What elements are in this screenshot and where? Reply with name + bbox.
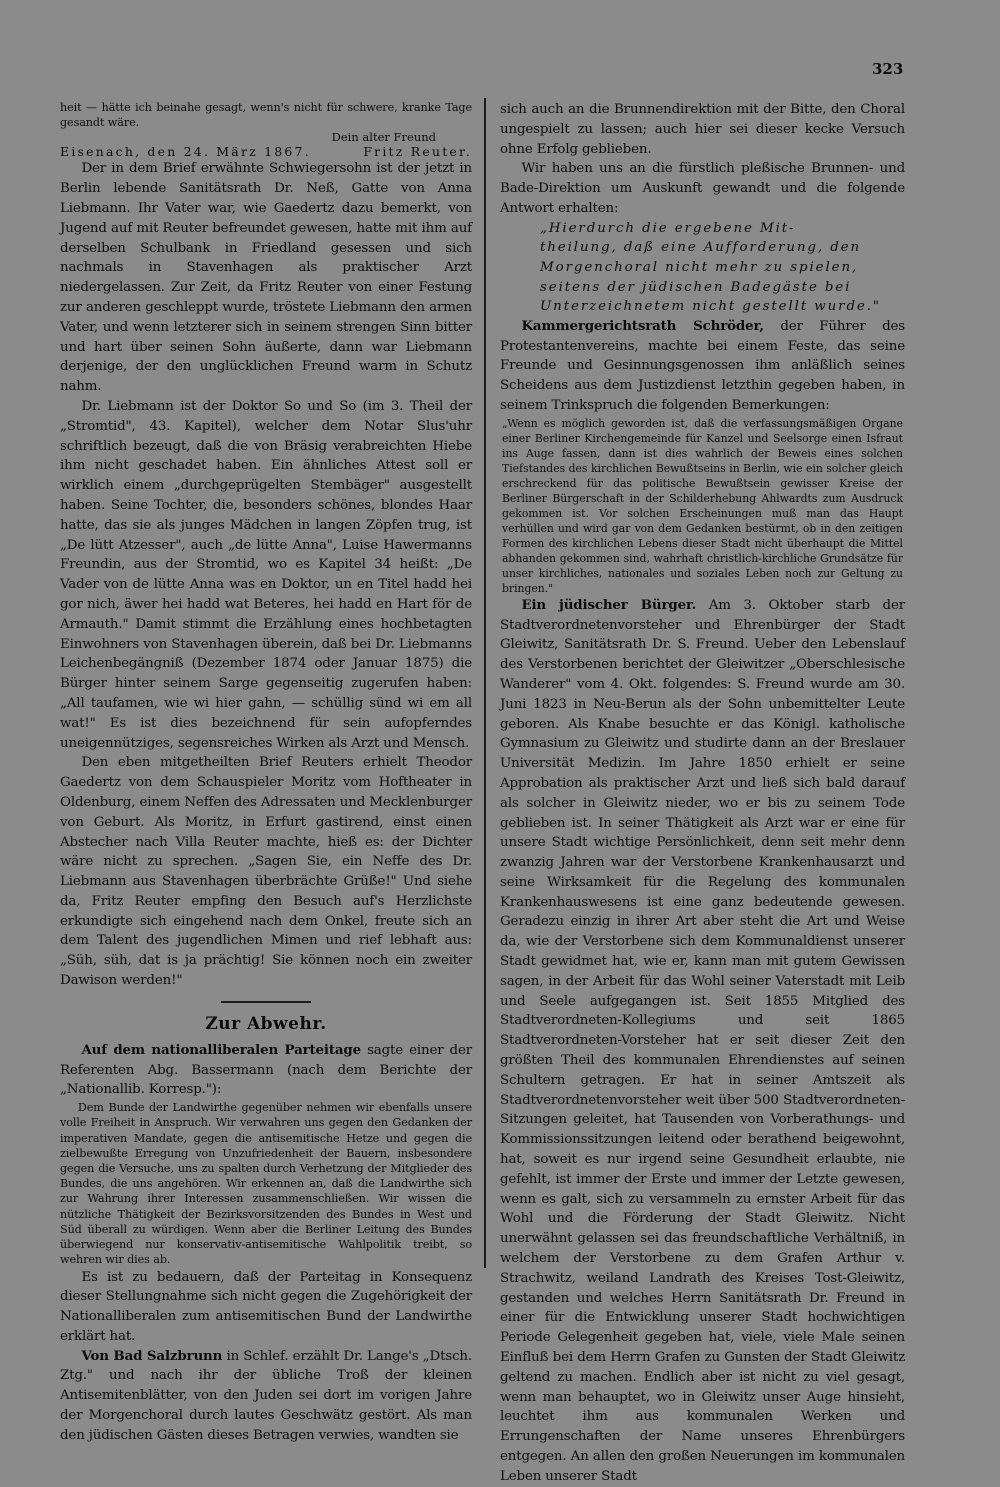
heading-juedischer-buerger: Ein jüdischer Bürger. [521,596,697,613]
letter-closing: Dein alter Freund [331,130,436,145]
right-column [500,100,905,1487]
quote-line: Morgenchoral nicht mehr zu spielen, [540,259,859,275]
paragraph-brunnendirektion: sich auch an die Brunnendirektion mit der Bitte, den Choral ungespielt zu lassen; auch hier sei dieser kecke Versuch ohne Erfolg geblieben. [500,102,905,157]
quote-bassermann: Dem Bunde der Landwirthe gegenüber nehmen wir ebenfalls unsere volle Freiheit in Anspruch. Wir verwahren uns gegen den Gedanken der imperativen Mandate, gegen die antisemitische Hetze und gegen die zielbewußte Erregung von Unzufriedenheit der Bauern, insbesondere gegen die Versuche, uns zu spalten durch Verhetzung der Mitglieder des Bundes, die uns angehören. Wir erkennen an, daß die Landwirthe sich zur Wahrung ihrer Interessen zusammenschließen. Wir wissen die nützliche Thätigkeit der Bezirksvorsitzenden des Bundes in West und Süd überall zu würdigen. Wenn aber die Berliner Leitung des Bundes überwiegend nur konservativ-antisemitische Wahlpolitik treibt, so wehren wir dies ab. [60,1101,472,1267]
quote-badedirektion [500,219,905,317]
quote-line: seitens der jüdischen Badegäste bei [540,279,852,295]
heading-kammergerichtsrath: Kammergerichtsrath Schröder, [521,317,764,334]
paragraph-salzbrunn [60,1347,472,1446]
kammergerichtsrath-text: der Führer des Protestantenvereins, machte bei einem Feste, das seine Freunde und Gesinnungsgenossen ihm anläßlich seines Scheidens aus dem Justizdienst letzthin gegeben haben, in seinem Trinkspruch die folgenden Bemerkungen: [500,318,906,413]
column-divider [484,98,486,1268]
section-separator [221,1001,311,1003]
parteitag-intro: sagte einer der Referenten Abg. Bassermann (nach dem Berichte der „Nationallib. Korresp."): [60,1042,472,1098]
letter-signature-row [60,144,472,159]
letter-date-place: Eisenach, den 24. März 1867. [60,144,311,160]
paragraph-bedauern: Es ist zu bedauern, daß der Parteitag in Konsequenz dieser Stellungnahme sich nicht gegen die Zugehörigkeit der Nationalliberalen zum antisemitischen Bund der Landwirthe erklärt hat. [60,1269,472,1344]
paragraph-parteitag [60,1041,472,1100]
left-column [60,100,472,1446]
quote-schroeder: „Wenn es möglich geworden ist, daß die verfassungsmäßigen Organe einer Berliner Kirchengemeinde für Kanzel und Seelsorge einen Isfraut ins Auge fassen, dann ist dies wahrlich der Beweis eines solchen Tiefstandes des kirchlichen Bewußtseins in Berlin, wie ein solcher gleich erschreckend für das politische Bewußtsein gewisser Kreise der Berliner Bürgerschaft in der Schilderhebung Ahlwardts zum Ausdruck gekommen ist. Vor solchen Erscheinungen muß man das Haupt verhüllen und wird gar von dem Gedanken bestürmt, ob in den zeitigen Formen des kirchlichen Lebens dieser Stadt nicht überhaupt die Mittel abhanden gekommen sind, wahrhaft christlich-kirchliche Grundsätze für unser kirchliches, nationales und soziales Leben noch zur Geltung zu bringen." [502,416,903,595]
page-number: 323 [872,60,904,78]
section-title: Zur Abwehr. [205,1013,327,1034]
quote-line: theilung, daß eine Aufforderung, den [540,240,862,256]
quote-line: Unterzeichnetem nicht gestellt wurde." [540,299,881,315]
quote-line: „Hierdurch die ergebene Mit- [540,220,796,236]
paragraph-auskunft: Wir haben uns an die fürstlich pleßische Brunnen- und Bade-Direktion um Auskunft gewandt und die folgende Antwort erhalten: [500,161,905,216]
paragraph-juedischer-buerger [500,596,905,1487]
heading-parteitag: Auf dem nationalliberalen Parteitage [81,1041,362,1058]
letter-closing-text: heit — hätte ich beinahe gesagt, wenn's nicht für schwere, kranke Tage gesandt wäre. [60,101,472,130]
paragraph-liebmann: Dr. Liebmann ist der Doktor So und So (im 3. Theil der „Stromtid", 43. Kapitel), welcher dem Notar Slus'uhr schriftlich bezeugt, daß die von Bräsig verabreichten Hiebe ihm nicht geschadet haben. Ein ähnliches Attest soll er wirklich einem „durchgeprügelten Stembäger" ausgestellt haben. Seine Tochter, die, besonders schönes, blondes Haar hatte, das sie als junges Mädchen in langen Zöpfen trug, ist „De lütt Atzesser", auch „de lütte Anna", Luise Hawermanns Freundin, aus der Stromtid, wo es Kapitel 34 heißt: „De Vader von de lütte Anna was en Doktor, un en Titel hadd hei gor nich, äwer hei hadd wat Beteres, hei hadd en Hart för de Armauth." Damit stimmt die Erzählung eines hochbetagten Einwohners von Stavenhagen überein, daß bei Dr. Liebmanns Leichenbegängniß (Dezember 1874 oder Januar 1875) die Bürger hinter seinem Sarge gegenseitig zugerufen haben: „All taufamen, wie wi hier gahn, — schüllig sünd wi em all wat!" Es ist dies bezeichnend für sein aufopferndes uneigennütziges, segensreiches Wirken als Arzt und Mensch. [60,398,472,751]
paragraph-sanitaetsrath: Der in dem Brief erwähnte Schwiegersohn ist der jetzt in Berlin lebende Sanitätsrath Dr. Neß, Gatte von Anna Liebmann. Ihr Vater war, wie Gaedertz dazu bemerkt, von Jugend auf mit Reuter befreundet gewesen, hatte mit ihm auf derselben Schulbank in Friedland gesessen und sich nachmals in Stavenhagen als praktischer Arzt niedergelassen. Zur Zeit, da Fritz Reuter von einer Festung zur anderen geschleppt wurde, tröstete Liebmann den armen Vater, und wenn letzterer sich in seinem strengen Sinn bitter und hart über seinen Sohn äußerte, dann war Liebmann derjenige, der den unglücklichen Freund warm in Schutz nahm. [60,161,472,395]
paragraph-kammergerichtsrath [500,317,905,416]
letter-signature: Fritz Reuter. [363,144,472,160]
paragraph-gaedertz: Den eben mitgetheilten Brief Reuters erhielt Theodor Gaedertz von dem Schauspieler Moritz vom Hoftheater in Oldenburg, einem Neffen des Adressaten und Mecklenburger von Geburt. Als Moritz, in Erfurt gastirend, einst einen Abstecher nach Villa Reuter machte, hieß es: der Dichter wäre nicht zu sprechen. „Sagen Sie, ein Neffe des Dr. Liebmann aus Stavenhagen überbrächte Grüße!" Und siehe da, Fritz Reuter empfing den Besuch auf's Herzlichste erkundigte sich eingehend nach dem Onkel, freute sich an dem Talent des jugendlichen Mimen und rief lebhaft aus: „Süh, süh, dat is ja prächtig! Sie können noch ein zweiter Dawison werden!" [60,755,472,989]
juedischer-buerger-text: Am 3. Oktober starb der Stadtverordnetenvorsteher und Ehrenbürger der Stadt Gleiwitz, Sanitätsrath Dr. S. Freund. Ueber den Lebenslauf des Verstorbenen berichtet der Gleiwitzer „Oberschlesische Wanderer" vom 4. Okt. folgendes: S. Freund wurde am 30. Juni 1823 in Neu-Berun als der Sohn unbemittelter Leute geboren. Als Knabe besuchte er das Königl. katholische Gymnasium zu Gleiwitz und studirte dann an der Breslauer Universität Medizin. Im Jahre 1850 erhielt er seine Approbation als praktischer Arzt und ließ sich bald darauf als solcher in Gleiwitz nieder, wo er bis zu seinem Tode geblieben ist. In seiner Thätigkeit als Arzt war er eine für unsere Stadt wichtige Persönlichkeit, denn seit mehr denn zwanzig Jahren war der Verstorbene Krankenhausarzt und seine Wirksamkeit für die Regelung des kommunalen Krankenhauswesens ist eine ganz bedeutende gewesen. Geradezu einzig in ihrer Art aber steht die Art und Weise da, wie der Verstorbene sich dem Kommunaldienst unserer Stadt gewidmet hat, wie er, kann man mit gutem Gewissen sagen, in der Arbeit für das Wohl seiner Vaterstadt mit Leib und Seele aufgegangen ist. Seit 1855 Mitglied des Stadtverordneten-Kollegiums und seit 1865 Stadtverordneten-Vorsteher hat er seit dieser Zeit den größten Theil des kommunalen Ehrendienstes auf seinen Schultern getragen. Er hat in seiner Amtszeit als Stadtverordnetenvorsteher weit über 500 Stadtverordneten-Sitzungen geleitet, hat Tausenden von Vorberathungs- und Kommissionssitzungen leitend oder berathend beigewohnt, hat, soweit es nur irgend seine Gesundheit erlaubte, nie gefehlt, ist immer der Erste und immer der Letzte gewesen, wenn es galt, sich zu versammeln zu ernster Arbeit für das Wohl und die Förderung der Stadt Gleiwitz. Nicht unerwähnt gelassen sei das freundschaftliche Verhältniß, in welchem der Verstorbene zu dem Grafen Arthur v. Strachwitz, weiland Landrath des Kreises Tost-Gleiwitz, gestanden und welches Herrn Sanitätsrath Dr. Freund in einer für die Entwicklung unserer Stadt hochwichtigen Periode Gelegenheit gegeben hat, viele, viele Male seinen Einfluß bei dem Herrn Grafen zu Gunsten der Stadt Gleiwitz geltend zu machen. Endlich aber ist nicht zu viel gesagt, wenn man behauptet, wo in Gleiwitz unser Auge hinsieht, leuchtet ihm aus kommunalen Werken und Errungenschaften der Name unseres Ehrenbürgers entgegen. An allen den großen Neuerungen im kommunalen Leben unserer Stadt [500,597,906,1484]
heading-salzbrunn: Von Bad Salzbrunn [81,1347,223,1364]
salzbrunn-text: in Schlef. erzählt Dr. Lange's „Dtsch. Ztg." und nach ihr der übliche Troß der kleinen Antisemitenblätter, von den Juden sei dort im vorigen Jahre der Morgenchoral durch lautes Geschwätz gestört. Als man den jüdischen Gästen dieses Betragen verwies, wandten sie [60,1348,473,1443]
